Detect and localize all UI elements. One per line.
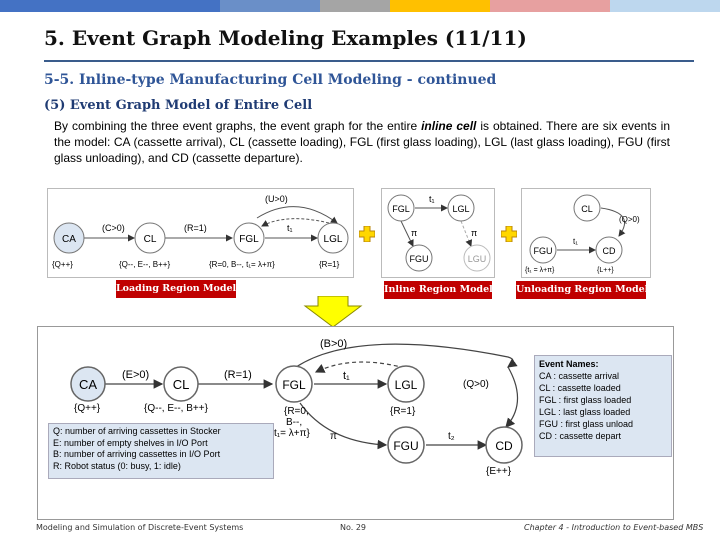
state-change-label: t₁= λ+π} (274, 428, 310, 439)
state-change-label: {t₁ = λ+π} (525, 267, 555, 274)
state-variable-legend (48, 423, 274, 479)
footer-right: Chapter 4 - Introduction to Event-based MBS (524, 523, 704, 532)
delay-label: π (471, 228, 478, 238)
node-label: CL (172, 377, 190, 392)
delay-label: π (411, 228, 418, 238)
node-label: LGL (394, 378, 418, 392)
top-bar-segment (320, 0, 390, 12)
legend-item: R: Robot status (0: busy, 1: idle) (53, 460, 181, 471)
node-label: FGL (239, 234, 259, 245)
edge-arrow (300, 403, 386, 445)
state-change-label: {R=1} (319, 260, 340, 269)
state-change-label: {E++} (486, 466, 512, 477)
node-label: CL (143, 234, 157, 245)
delay-label: t₁ (573, 237, 578, 246)
node-label: FGL (392, 204, 410, 214)
node-label: FGL (282, 378, 306, 392)
delay-label: t₂ (448, 431, 455, 442)
event-names-box (534, 355, 672, 457)
down-arrow-icon (303, 296, 363, 328)
top-bar-segment (490, 0, 610, 12)
state-change-label: {R=1} (390, 406, 416, 417)
state-change-label: {L++} (597, 267, 614, 274)
section-heading: (5) Event Graph Model of Entire Cell (44, 98, 313, 113)
node-label: LGL (323, 234, 343, 245)
node-label: FGU (533, 246, 553, 256)
condition-label: (R=1) (224, 369, 252, 381)
event-name-item: LGL : last glass loaded (539, 407, 631, 417)
state-change-label: {Q++} (52, 260, 73, 269)
plus-icon (359, 226, 375, 242)
event-name-item: FGU : first glass unload (539, 419, 634, 429)
loading-region-label: Loading Region Model (116, 280, 236, 298)
node-label: LGU (467, 254, 487, 264)
condition-label: (B>0) (320, 338, 348, 350)
node-label: LGL (452, 204, 470, 214)
body-text-emphasis: inline cell (421, 119, 477, 133)
state-change-label: {Q++} (74, 403, 101, 414)
top-bar-segment (220, 0, 320, 12)
unloading-region-diagram (521, 188, 651, 278)
footer-left: Modeling and Simulation of Discrete-Event Systems (36, 523, 244, 532)
node-label: CA (78, 377, 98, 392)
delay-label: t₁ (429, 194, 435, 204)
node-label: CD (602, 246, 616, 256)
panel-border (48, 189, 354, 278)
state-change-label: B--, (286, 417, 303, 428)
event-name-item: CL : cassette loaded (539, 383, 621, 393)
unloading-region-label: Unloading Region Model (516, 281, 646, 299)
state-change-label: {Q--, E--, B++} (144, 403, 208, 414)
delay-label: π (330, 431, 337, 442)
top-bar-segment (0, 0, 220, 12)
event-name-item: CD : cassette depart (539, 431, 622, 441)
plus-icon (501, 226, 517, 242)
top-color-bar (0, 0, 720, 12)
node-label: FGU (409, 254, 429, 264)
condition-label: (R=1) (184, 223, 207, 233)
node-label: CA (62, 234, 76, 245)
body-text-pre: By combining the three event graphs, the event graph for the entire (54, 119, 422, 133)
subtitle: 5-5. Inline-type Manufacturing Cell Modeling - continued (44, 72, 497, 88)
legend-item: B: number of arriving cassettes in I/O Port (53, 449, 221, 459)
condition-label: (E>0) (122, 369, 150, 381)
state-change-label: {R=0, B--, t₁= λ+π} (209, 260, 275, 269)
inline-region-diagram (381, 188, 495, 278)
top-bar-segment (390, 0, 490, 12)
entire-cell-diagram (37, 326, 674, 520)
event-name-item: CA : cassette arrival (539, 371, 620, 381)
condition-label: (Q>0) (619, 215, 640, 224)
loading-region-diagram (47, 188, 354, 278)
page-title: 5. Event Graph Modeling Examples (11/11) (44, 26, 527, 50)
condition-label: (U>0) (265, 194, 288, 204)
event-names-title: Event Names: (539, 359, 599, 369)
legend-item: Q: number of arriving cassettes in Stocker (53, 426, 221, 436)
page-number: No. 29 (340, 523, 367, 532)
state-change-label: {R=0, (284, 406, 309, 417)
body-text-post: is obtained. There are six events in the model: CA (cassette arrival), CL (cassette loading), FGL (first glass loading), LGL (last glass loading), FGU (first glass unloading), and CD (cassette departure). (54, 119, 670, 165)
condition-label: (C>0) (102, 223, 125, 233)
node-label: FGU (393, 439, 419, 453)
delay-label: t₁ (343, 370, 350, 382)
inline-region-label: Inline Region Model (384, 281, 492, 299)
body-paragraph (54, 118, 670, 166)
state-change-label: {Q--, E--, B++} (119, 260, 171, 269)
edge-arrow (506, 367, 518, 427)
condition-label: (Q>0) (463, 379, 489, 390)
title-underline (44, 60, 694, 62)
delay-label: t₁ (287, 223, 293, 233)
node-label: CD (495, 439, 513, 453)
event-name-item: FGL : first glass loaded (539, 395, 632, 405)
legend-item: E: number of empty shelves in I/O Port (53, 437, 208, 448)
node-label: CL (581, 204, 593, 214)
top-bar-segment (610, 0, 720, 12)
